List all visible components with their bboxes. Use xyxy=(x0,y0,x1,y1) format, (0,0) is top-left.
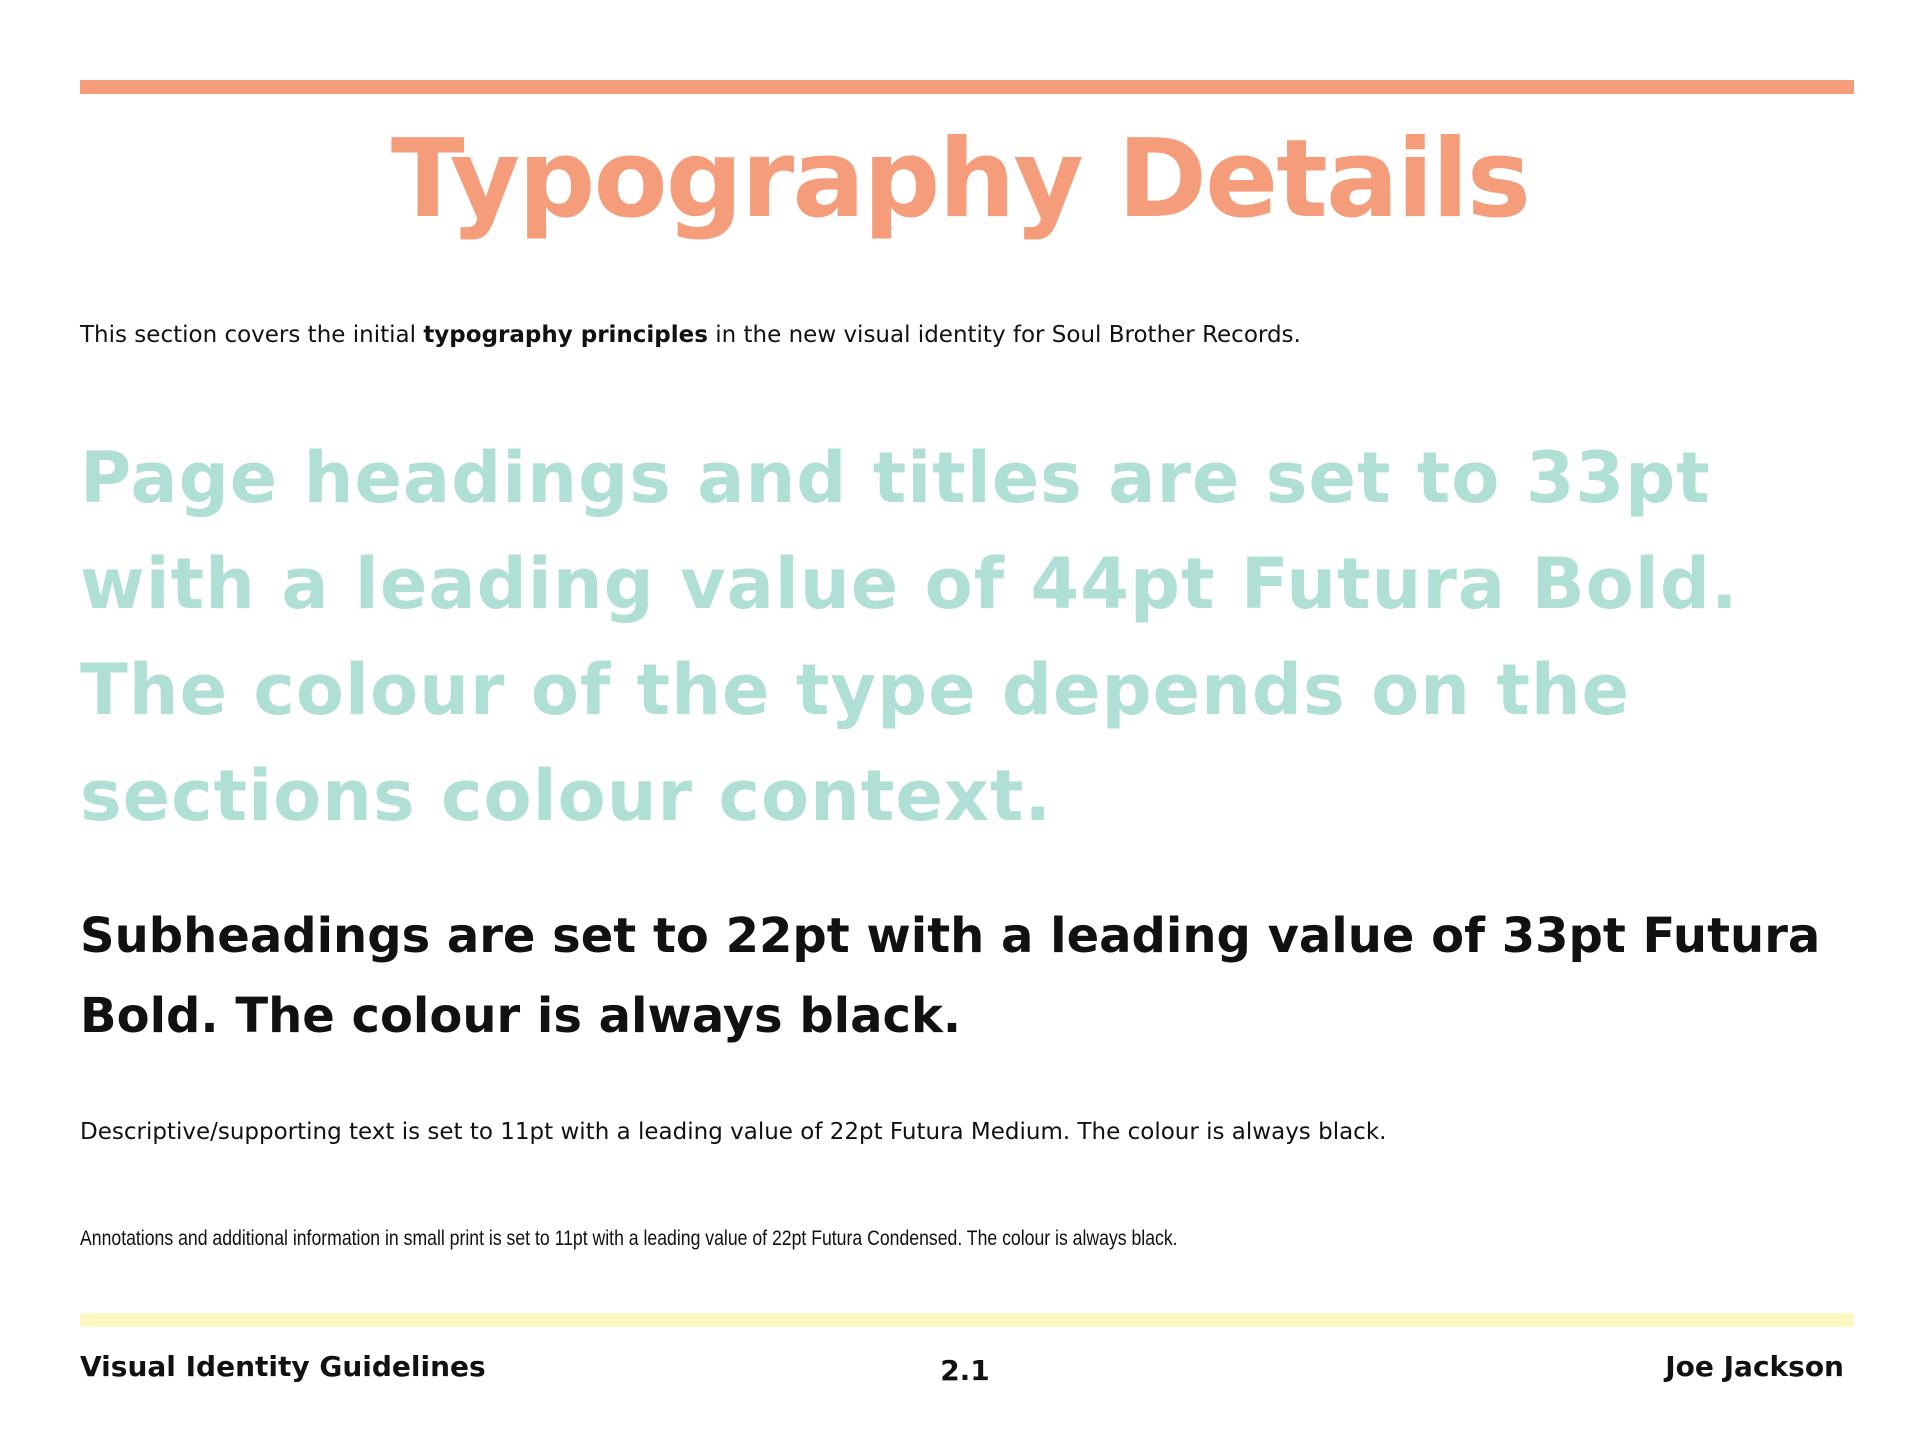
heading-style-sample: Page headings and titles are set to 33pt with a leading value of 44pt Futura Bold. The colour of the type depends on the sections colour context. xyxy=(80,437,1739,837)
body-text-style-sample: Descriptive/supporting text is set to 11pt with a leading value of 22pt Futura Medium. The colour is always black. xyxy=(80,1119,1387,1145)
footer-page-number: 2.1 xyxy=(940,1354,990,1387)
intro-paragraph xyxy=(80,316,1854,354)
intro-bold-phrase: typography principles xyxy=(423,322,708,348)
footer-author: Joe Jackson xyxy=(1665,1350,1844,1383)
annotation-style-sample: Annotations and additional information in small print is set to 11pt with a leading value of 22pt Futura Condensed. The colour is always black. xyxy=(80,1227,1178,1250)
top-divider-rule xyxy=(80,80,1854,94)
intro-text-start: This section covers the initial xyxy=(80,322,424,348)
bottom-divider-rule xyxy=(80,1313,1854,1327)
page-title: Typography Details xyxy=(390,117,1530,242)
footer-document-title: Visual Identity Guidelines xyxy=(80,1350,486,1383)
subheading-style-sample: Subheadings are set to 22pt with a leading value of 33pt Futura Bold. The colour is always black. xyxy=(80,908,1821,1044)
intro-text-end: in the new visual identity for Soul Brother Records. xyxy=(707,322,1301,348)
